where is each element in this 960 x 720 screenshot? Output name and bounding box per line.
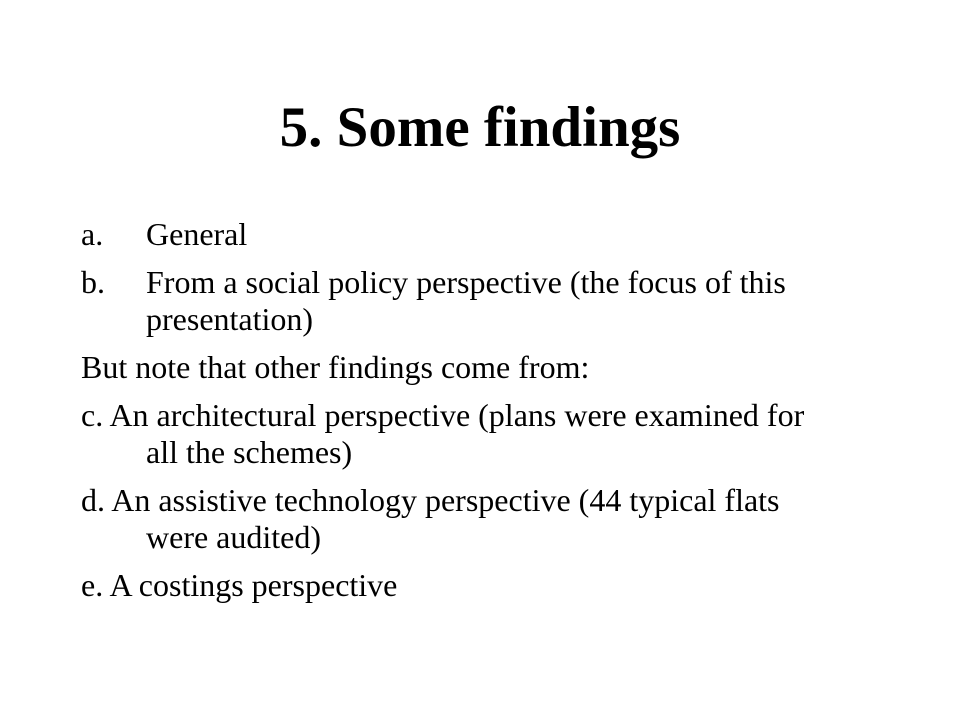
slide-title: 5. Some findings [279, 96, 681, 159]
list-marker: a. [81, 216, 104, 252]
list-item-d: d. An assistive technology perspective (44 typical flats were audited) [81, 482, 780, 555]
list-item-text: General [146, 216, 248, 252]
list-item-c: c. An architectural perspective (plans were examined for all the schemes) [81, 397, 805, 470]
list-item-b [81, 264, 841, 338]
list-item-text: From a social policy perspective (the focus of this presentation) [146, 264, 786, 337]
note-text: But note that other findings come from: [81, 349, 590, 385]
list-item-e: e. A costings perspective [81, 567, 398, 603]
list-marker: b. [81, 264, 105, 300]
list-item-a [81, 216, 841, 253]
slide-body [81, 216, 841, 615]
